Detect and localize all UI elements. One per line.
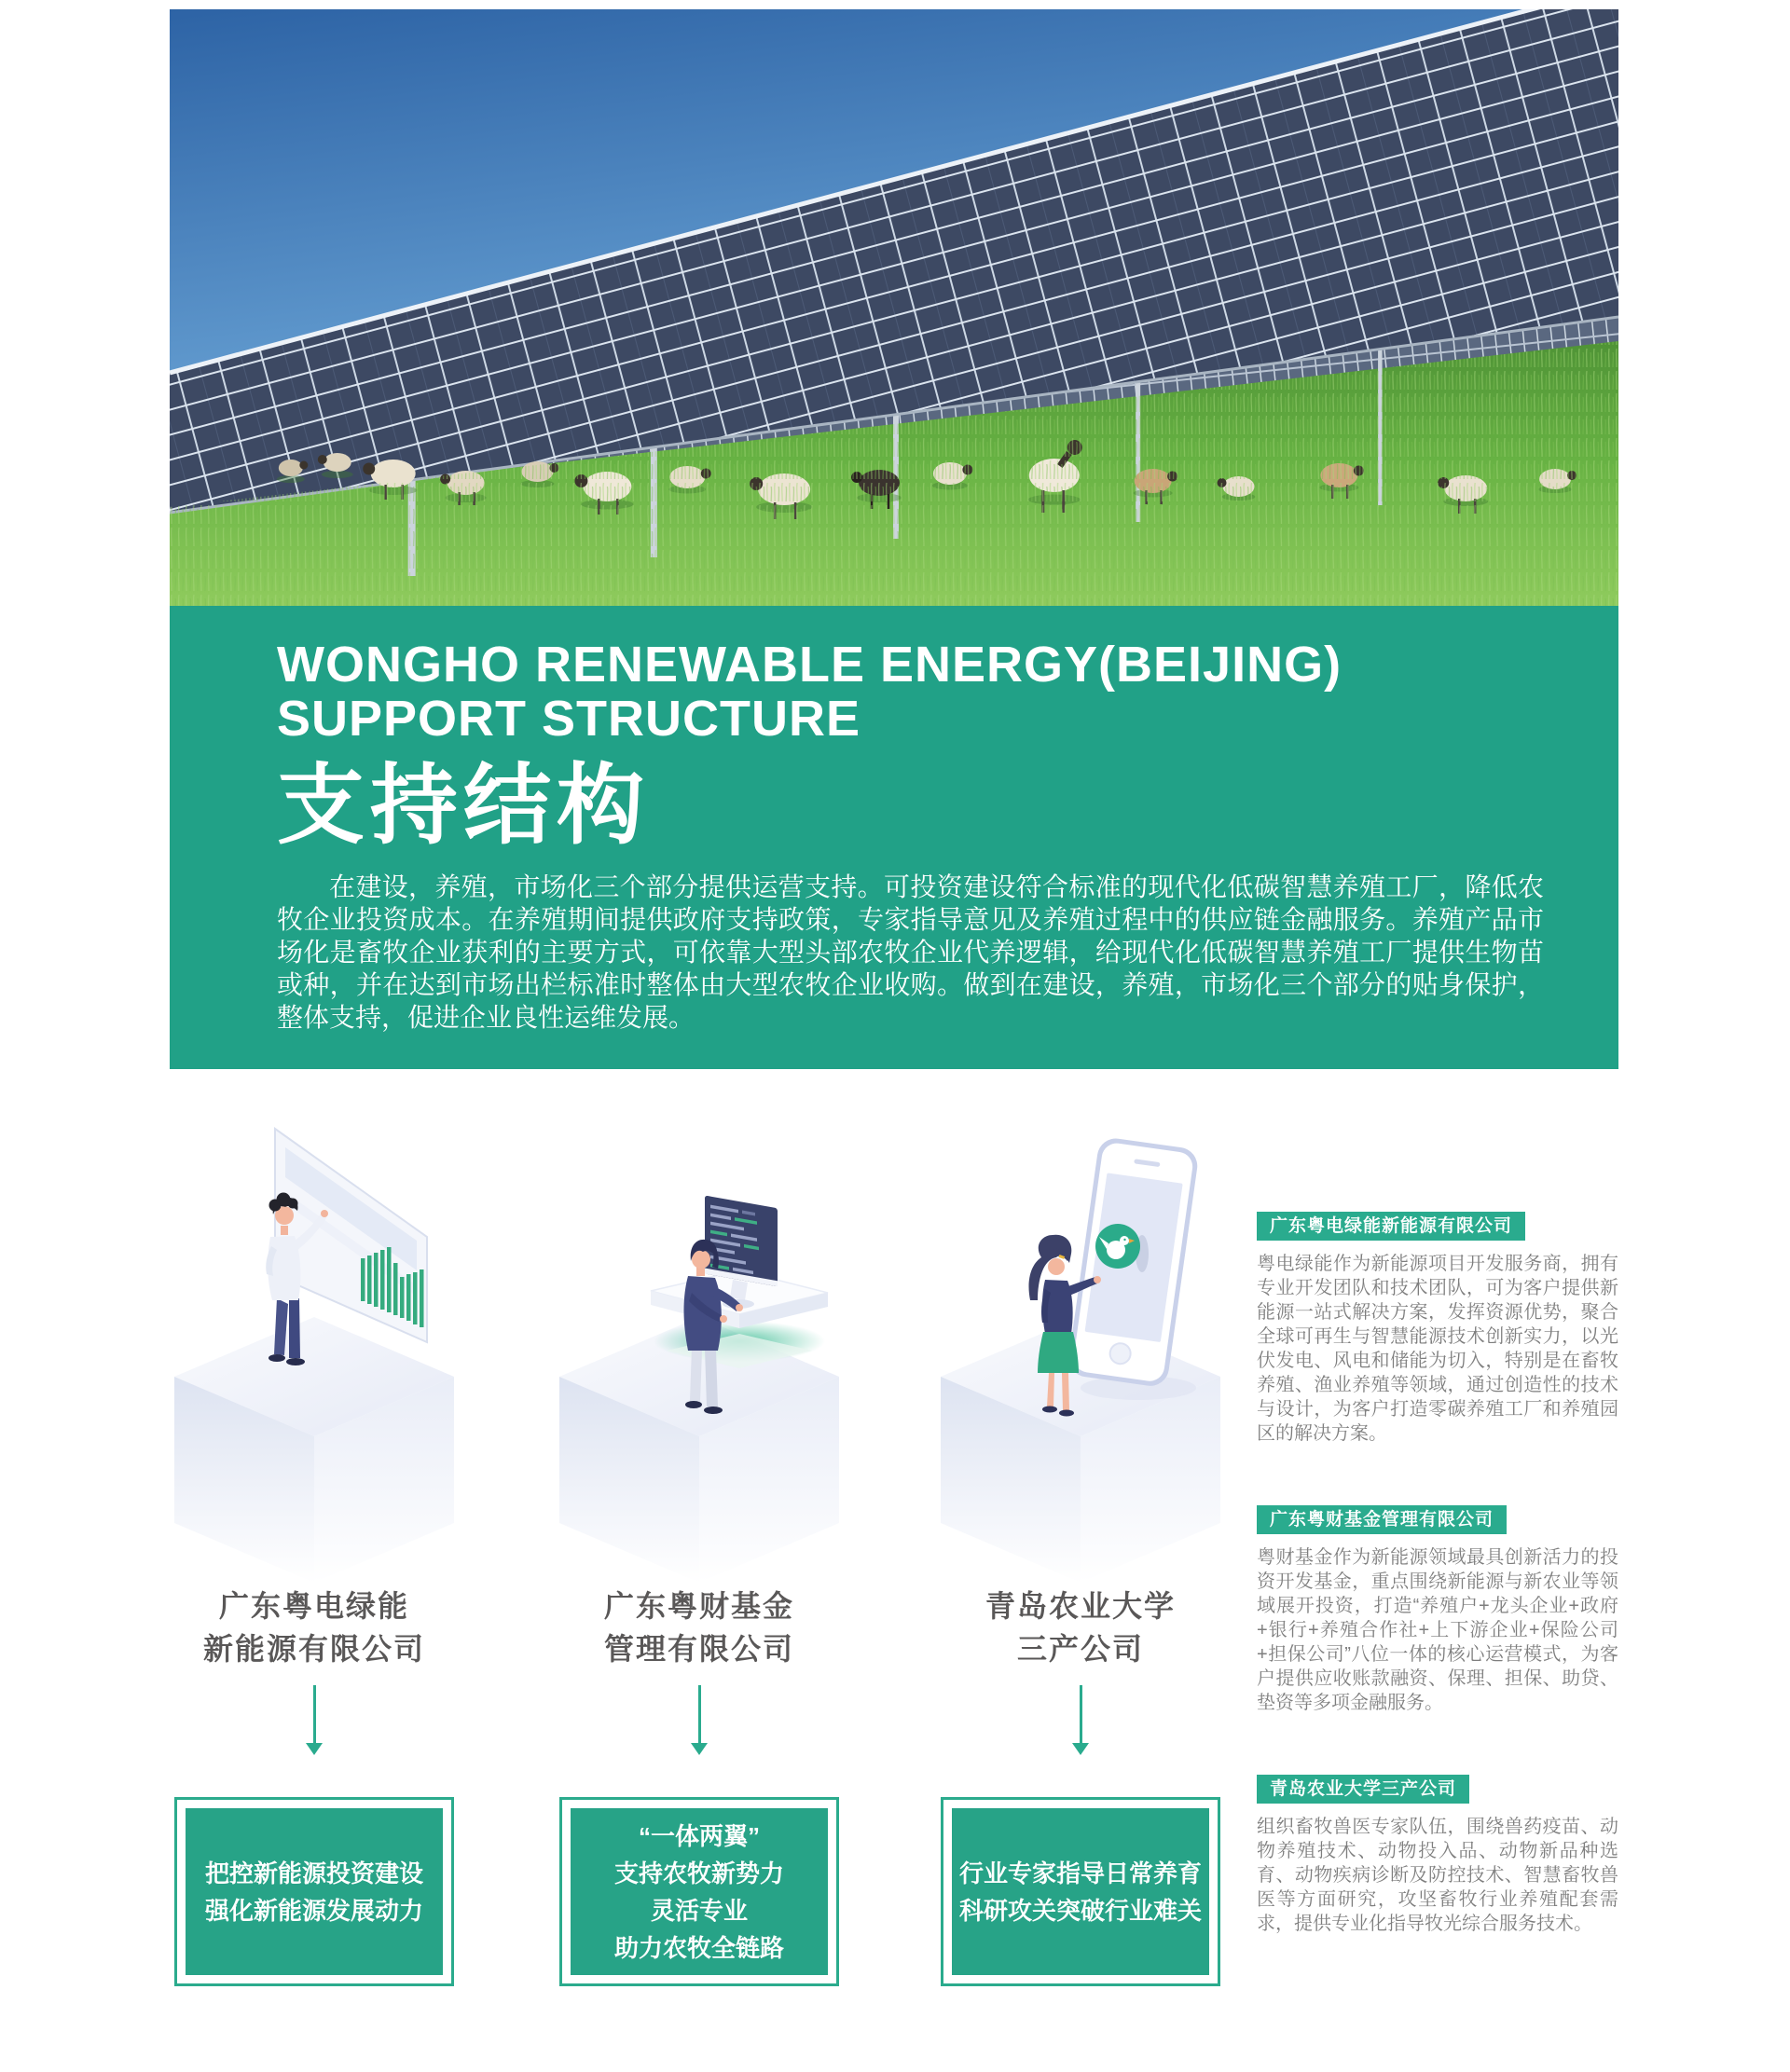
support-box [174,1797,454,1986]
company-descriptions [1257,1084,1618,1993]
company-label-line2: 管理有限公司 [603,1632,794,1666]
support-box-line: 强化新能源发展动力 [204,1896,423,1925]
content-area [170,9,1618,1993]
info-section-yuedian [1257,1212,1618,1446]
down-arrow-icon [1072,1685,1089,1758]
company-label [985,1585,1176,1670]
support-box-line: 助力农牧全链路 [613,1933,784,1962]
hero-photo-solar-farm-with-sheep [170,9,1618,606]
page-title-en-line1: WONGHO RENEWABLE ENERGY(BEIJING) [277,637,1342,693]
support-box-line: 灵活专业 [650,1896,748,1925]
company-label-line1: 广东粤电绿能 [218,1589,409,1623]
down-arrow-icon [691,1685,708,1758]
intro-paragraph: 在建设，养殖，市场化三个部分提供运营支持。可投资建设符合标准的现代化低碳智慧养殖工厂，降低农牧企业投资成本。在养殖期间提供政府支持政策，专家指导意见及养殖过程中的供应链金融服务。养殖产品市场化是畜牧企业获利的主要方式，可依靠大型头部农牧企业代养逻辑，给现代化低碳智慧养殖工厂提供生物苗或种，并在达到市场出栏标准时整体由大型农牧企业收购。做到在建设，养殖，市场化三个部分的贴身保护，整体支持，促进企业良性运维发展。 [277,872,1544,1032]
info-section-yuecai [1257,1505,1618,1715]
page-title-cn: 支持结构 [277,756,651,854]
support-box-line: 行业专家指导日常养育 [958,1859,1202,1887]
illustration-person-at-code-desk [559,1084,839,1583]
banner [170,606,1618,1069]
company-label-line2: 三产公司 [1016,1632,1144,1666]
company-columns [170,1084,1240,1993]
company-label-line1: 青岛农业大学 [984,1589,1176,1623]
company-label-line1: 广东粤财基金 [603,1589,794,1623]
down-arrow-icon [306,1685,323,1758]
company-label-line2: 新能源有限公司 [202,1632,425,1666]
column-qingdao-agri-university [941,1084,1220,1986]
support-box-line: 科研攻关突破行业难关 [958,1896,1202,1925]
company-label [203,1585,425,1670]
column-yuecai-fund [559,1084,839,1986]
company-description: 粤电绿能作为新能源项目开发服务商，拥有专业开发团队和技术团队，可为客户提供新能源一站式解决方案，发挥资源优势，聚合全球可再生与智慧能源技术创新实力，以光伏发电、风电和储能为切入，特别是在畜牧养殖、渔业养殖等领域，通过创造性的技术与设计，为客户打造零碳养殖工厂和养殖园区的解决方案。 [1257,1254,1618,1444]
support-structure-diagram [170,1084,1618,1993]
company-description: 粤财基金作为新能源领域最具创新活力的投资开发基金，重点围绕新能源与新农业等领域展开投资，打造“养殖户+龙头企业+政府+银行+养殖合作社+上下游企业+保险公司+担保公司”八位一体的核心运营模式，为客户提供应收账款融资、保理、担保、助贷、垫资等多项金融服务。 [1257,1547,1618,1713]
page-title-en-line2: SUPPORT STRUCTURE [277,691,861,747]
illustration-man-presenting-bar-chart [174,1084,454,1583]
chicken-app-button [1095,1224,1140,1269]
info-section-qingdao [1257,1775,1618,1936]
illustration-woman-with-phone-chicken-app [941,1084,1220,1583]
support-box-line: 支持农牧新势力 [613,1859,784,1887]
company-badge: 青岛农业大学三产公司 [1257,1775,1469,1804]
company-label [604,1585,794,1670]
company-badge: 广东粤电绿能新能源有限公司 [1257,1212,1525,1241]
support-box [941,1797,1220,1986]
column-yuedian-green-energy [174,1084,454,1986]
support-box-line: “一体两翼” [638,1821,760,1850]
support-box [559,1797,839,1986]
company-description: 组织畜牧兽医专家队伍，围绕兽药疫苗、动物养殖技术、动物投入品、动物新品种选育、动物疾病诊断及防控技术、智慧畜牧兽医等方面研究，攻坚畜牧行业养殖配套需求，提供专业化指导牧光综合服务技术。 [1257,1817,1618,1934]
company-badge: 广东粤财基金管理有限公司 [1257,1505,1507,1534]
support-box-line: 把控新能源投资建设 [204,1859,423,1887]
